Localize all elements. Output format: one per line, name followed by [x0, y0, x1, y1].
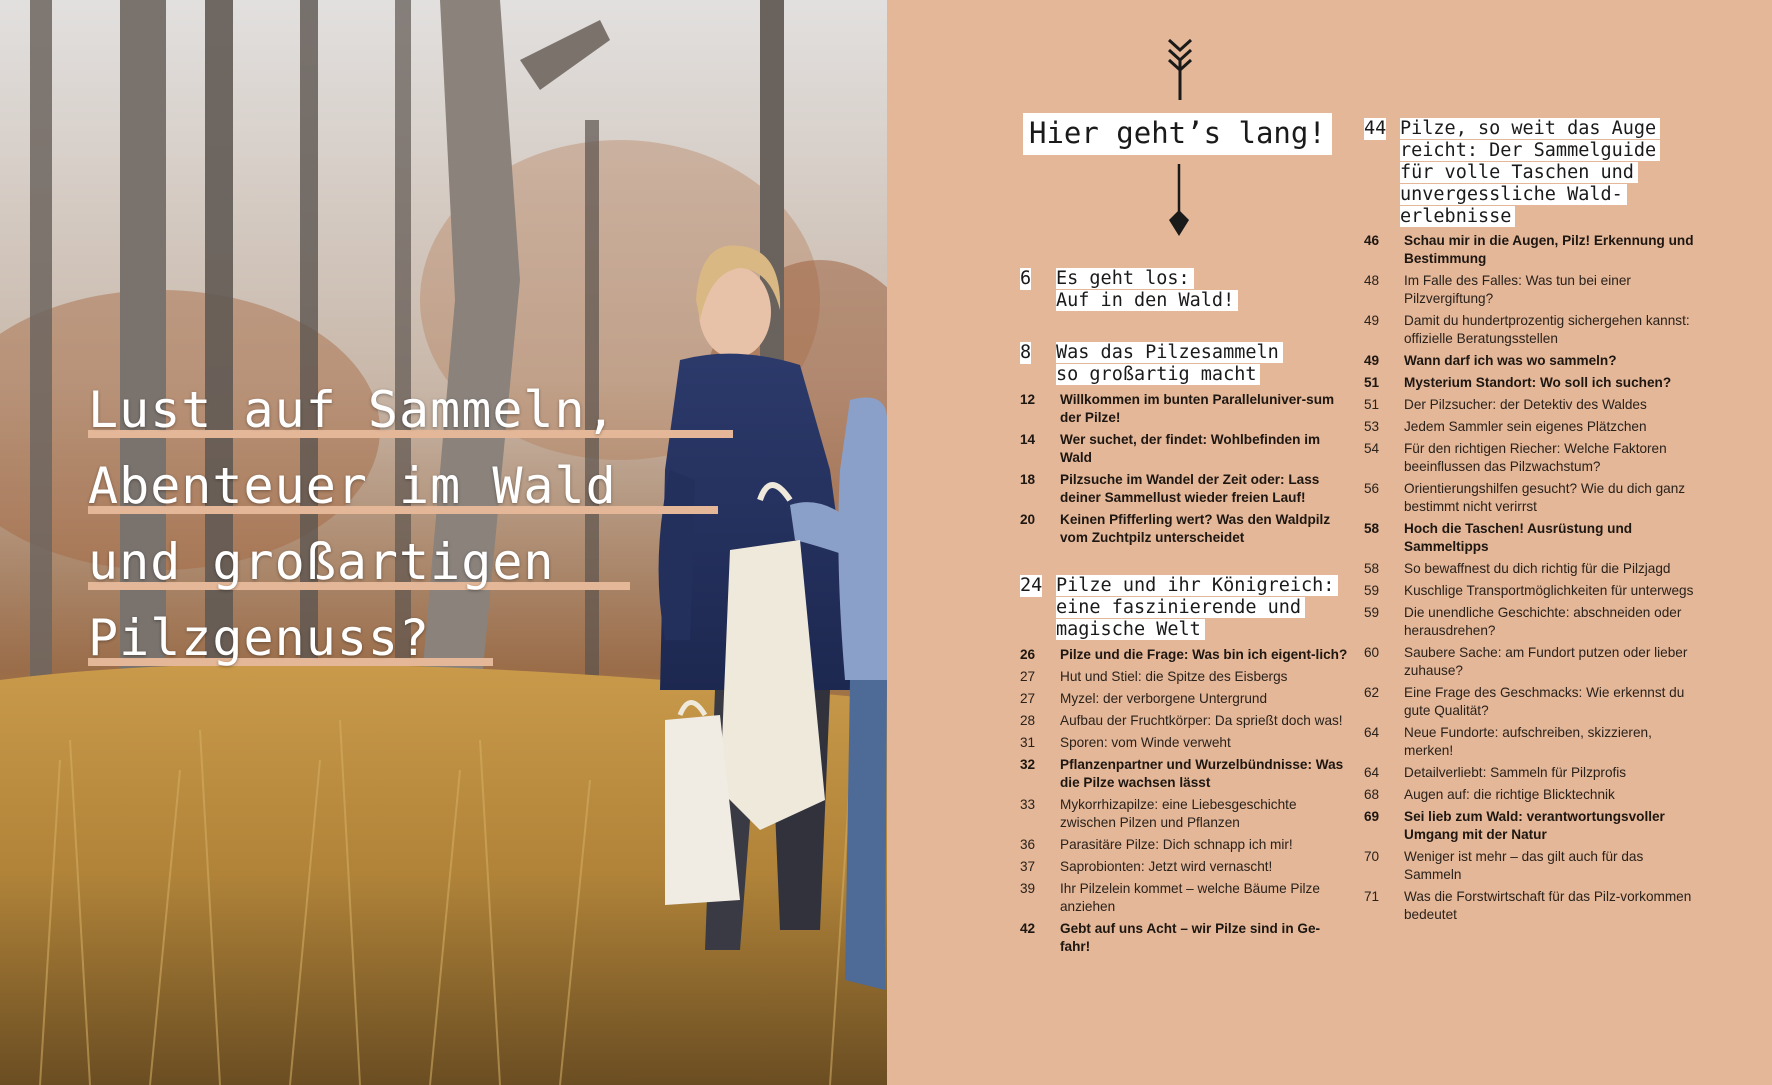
toc-entry-title: Damit du hundertprozentig sichergehen kannst: offizielle Beratungsstellen — [1404, 313, 1690, 346]
toc-entry-title: Wer suchet, der findet: Wohlbefinden im Wald — [1060, 432, 1321, 465]
toc-entry-title: Der Pilzsucher: der Detektiv des Waldes — [1404, 397, 1647, 412]
toc-entry-page-number: 58 — [1364, 521, 1380, 536]
toc-entry-title: Sei lieb zum Wald: verantwortungsvoller Umgang mit der Natur — [1404, 809, 1665, 842]
chevron-arrow-icon — [1165, 36, 1195, 102]
toc-entry-page-number: 42 — [1020, 921, 1036, 936]
section-title-line: Pilze, so weit das Auge — [1400, 118, 1660, 139]
toc-entry — [1020, 880, 1350, 916]
toc-entry — [1364, 848, 1704, 884]
toc-entry-title: Saubere Sache: am Fundort putzen oder lieber zuhause? — [1404, 645, 1688, 678]
toc-entry-page-number: 71 — [1364, 889, 1380, 904]
toc-entry-title: Jedem Sammler sein eigenes Plätzchen — [1404, 419, 1647, 434]
toc-entry-title: Was die Forstwirtschaft für das Pilz-vorkommen bedeutet — [1404, 889, 1692, 922]
toc-entry-list — [1364, 232, 1704, 928]
toc-entry-title: Saprobionten: Jetzt wird vernascht! — [1060, 859, 1273, 874]
toc-section — [1020, 342, 1283, 386]
toc-entry — [1020, 471, 1350, 507]
toc-entry — [1020, 836, 1350, 854]
toc-entry — [1364, 764, 1704, 782]
toc-entry-page-number: 28 — [1020, 713, 1036, 728]
toc-entry-page-number: 49 — [1364, 313, 1380, 328]
toc-section — [1020, 268, 1238, 312]
toc-entry — [1364, 604, 1704, 640]
section-title-line: unvergessliche Wald- — [1400, 184, 1627, 205]
section-title-line: Auf in den Wald! — [1056, 290, 1238, 311]
section-title-line: so großartig macht — [1056, 364, 1260, 385]
toc-entry-page-number: 27 — [1020, 669, 1036, 684]
table-of-contents-page — [887, 0, 1772, 1085]
toc-entry-title: Gebt auf uns Acht – wir Pilze sind in Ge-fahr! — [1060, 921, 1321, 954]
toc-entry-title: Aufbau der Fruchtkörper: Da sprießt doch was! — [1060, 713, 1343, 728]
toc-entry — [1364, 312, 1704, 348]
section-title-line: Es geht los: — [1056, 268, 1194, 289]
toc-entry-page-number: 51 — [1364, 397, 1380, 412]
toc-entry — [1020, 668, 1350, 686]
toc-entry-title: Hut und Stiel: die Spitze des Eisbergs — [1060, 669, 1288, 684]
toc-entry-title: Mysterium Standort: Wo soll ich suchen? — [1404, 375, 1672, 390]
toc-entry — [1364, 520, 1704, 556]
toc-entry-title: Im Falle des Falles: Was tun bei einer Pilzvergiftung? — [1404, 273, 1631, 306]
toc-entry-title: Orientierungshilfen gesucht? Wie du dich ganz bestimmt nicht verirrst — [1404, 481, 1686, 514]
toc-entry-page-number: 12 — [1020, 392, 1036, 407]
toc-entry-page-number: 51 — [1364, 375, 1380, 390]
section-title-line: reicht: Der Sammelguide — [1400, 140, 1660, 161]
toc-entry-title: Weniger ist mehr – das gilt auch für das Sammeln — [1404, 849, 1644, 882]
toc-entry — [1364, 808, 1704, 844]
toc-entry-page-number: 33 — [1020, 797, 1036, 812]
toc-entry — [1020, 858, 1350, 876]
toc-entry — [1364, 232, 1704, 268]
toc-entry-page-number: 46 — [1364, 233, 1380, 248]
toc-entry — [1020, 796, 1350, 832]
section-title-line: für volle Taschen und — [1400, 162, 1638, 183]
toc-entry-page-number: 49 — [1364, 353, 1380, 368]
toc-entry-title: Neue Fundorte: aufschreiben, skizzieren, merken! — [1404, 725, 1652, 758]
toc-entry-title: Ihr Pilzelein kommet – welche Bäume Pilze anziehen — [1060, 881, 1320, 914]
toc-entry-page-number: 26 — [1020, 647, 1036, 662]
toc-entry — [1364, 396, 1704, 414]
section-title-line: eine faszinierende und — [1056, 597, 1305, 618]
toc-entry — [1020, 391, 1350, 427]
toc-entry — [1364, 888, 1704, 924]
toc-entry-page-number: 27 — [1020, 691, 1036, 706]
toc-entry-list — [1020, 391, 1350, 551]
toc-entry-title: Schau mir in die Augen, Pilz! Erkennung und Bestimmung — [1404, 233, 1694, 266]
toc-entry-page-number: 32 — [1020, 757, 1036, 772]
toc-entry-page-number: 70 — [1364, 849, 1380, 864]
toc-entry — [1364, 644, 1704, 680]
toc-entry — [1364, 724, 1704, 760]
toc-entry-title: Keinen Pfifferling wert? Was den Waldpilz vom Zuchtpilz unterscheidet — [1060, 512, 1331, 545]
toc-entry-title: Kuschlige Transportmöglichkeiten für unterwegs — [1404, 583, 1694, 598]
toc-entry-page-number: 64 — [1364, 765, 1380, 780]
toc-entry — [1364, 480, 1704, 516]
toc-entry-title: Pflanzenpartner und Wurzelbündnisse: Was die Pilze wachsen lässt — [1060, 757, 1344, 790]
toc-entry-title: Parasitäre Pilze: Dich schnapp ich mir! — [1060, 837, 1293, 852]
arrow-down-icon — [1166, 162, 1192, 238]
toc-entry — [1020, 431, 1350, 467]
toc-entry — [1020, 712, 1350, 730]
toc-entry-page-number: 56 — [1364, 481, 1380, 496]
toc-entry — [1364, 418, 1704, 436]
section-page-number: 24 — [1020, 575, 1043, 596]
toc-entry-page-number: 37 — [1020, 859, 1036, 874]
toc-entry-title: Pilze und die Frage: Was bin ich eigent-lich? — [1060, 647, 1348, 662]
toc-entry-title: Mykorrhizapilze: eine Liebesgeschichte zwischen Pilzen und Pflanzen — [1060, 797, 1297, 830]
toc-entry — [1020, 646, 1350, 664]
toc-entry — [1020, 690, 1350, 708]
toc-entry-title: So bewaffnest du dich richtig für die Pilzjagd — [1404, 561, 1671, 576]
toc-entry — [1020, 734, 1350, 752]
toc-entry — [1364, 440, 1704, 476]
toc-entry-title: Hoch die Taschen! Ausrüstung und Sammeltipps — [1404, 521, 1633, 554]
toc-entry-page-number: 20 — [1020, 512, 1036, 527]
toc-entry — [1364, 582, 1704, 600]
section-title-line: Pilze und ihr Königreich: — [1056, 575, 1338, 596]
headline — [88, 372, 808, 676]
section-page-number: 44 — [1364, 118, 1387, 139]
toc-entry-page-number: 59 — [1364, 605, 1380, 620]
toc-entry-page-number: 36 — [1020, 837, 1036, 852]
toc-entry-page-number: 58 — [1364, 561, 1380, 576]
toc-entry-page-number: 59 — [1364, 583, 1380, 598]
toc-entry-title: Willkommen im bunten Paralleluniver-sum der Pilze! — [1060, 392, 1335, 425]
toc-entry-title: Die unendliche Geschichte: abschneiden oder herausdrehen? — [1404, 605, 1682, 638]
toc-section — [1020, 575, 1338, 641]
section-page-number: 8 — [1020, 342, 1032, 363]
toc-entry-title: Eine Frage des Geschmacks: Wie erkennst du gute Qualität? — [1404, 685, 1685, 718]
toc-entry-page-number: 68 — [1364, 787, 1380, 802]
toc-entry — [1020, 920, 1350, 956]
section-title-line: Was das Pilzesammeln — [1056, 342, 1283, 363]
toc-entry — [1364, 352, 1704, 370]
toc-title: Hier geht’s lang! — [1023, 113, 1332, 155]
toc-entry-page-number: 54 — [1364, 441, 1380, 456]
headline-line: und großartigen — [88, 524, 808, 600]
toc-entry — [1364, 272, 1704, 308]
toc-entry — [1364, 560, 1704, 578]
toc-entry — [1364, 684, 1704, 720]
section-page-number: 6 — [1020, 268, 1032, 289]
toc-entry-title: Myzel: der verborgene Untergrund — [1060, 691, 1268, 706]
toc-entry — [1364, 786, 1704, 804]
toc-entry-page-number: 60 — [1364, 645, 1380, 660]
section-title-line: erlebnisse — [1400, 206, 1515, 227]
toc-entry-page-number: 69 — [1364, 809, 1380, 824]
toc-entry-page-number: 48 — [1364, 273, 1380, 288]
toc-entry-title: Wann darf ich was wo sammeln? — [1404, 353, 1617, 368]
toc-entry-title: Für den richtigen Riecher: Welche Faktoren beeinflussen das Pilzwachstum? — [1404, 441, 1667, 474]
toc-entry-page-number: 18 — [1020, 472, 1036, 487]
toc-entry — [1364, 374, 1704, 392]
toc-section — [1364, 118, 1660, 228]
toc-entry-page-number: 62 — [1364, 685, 1380, 700]
toc-entry — [1020, 756, 1350, 792]
section-title-line: magische Welt — [1056, 619, 1205, 640]
toc-entry — [1020, 511, 1350, 547]
toc-entry-page-number: 14 — [1020, 432, 1036, 447]
toc-entry-page-number: 31 — [1020, 735, 1036, 750]
headline-line: Lust auf Sammeln, — [88, 372, 808, 448]
headline-line: Abenteuer im Wald — [88, 448, 808, 524]
headline-line: Pilzgenuss? — [88, 600, 808, 676]
toc-entry-page-number: 39 — [1020, 881, 1036, 896]
toc-entry-title: Sporen: vom Winde verweht — [1060, 735, 1231, 750]
toc-entry-page-number: 64 — [1364, 725, 1380, 740]
toc-entry-title: Pilzsuche im Wandel der Zeit oder: Lass deiner Sammellust wieder freien Lauf! — [1060, 472, 1320, 505]
toc-entry-page-number: 53 — [1364, 419, 1380, 434]
toc-entry-title: Augen auf: die richtige Blicktechnik — [1404, 787, 1615, 802]
toc-entry-list — [1020, 646, 1350, 960]
toc-entry-title: Detailverliebt: Sammeln für Pilzprofis — [1404, 765, 1627, 780]
